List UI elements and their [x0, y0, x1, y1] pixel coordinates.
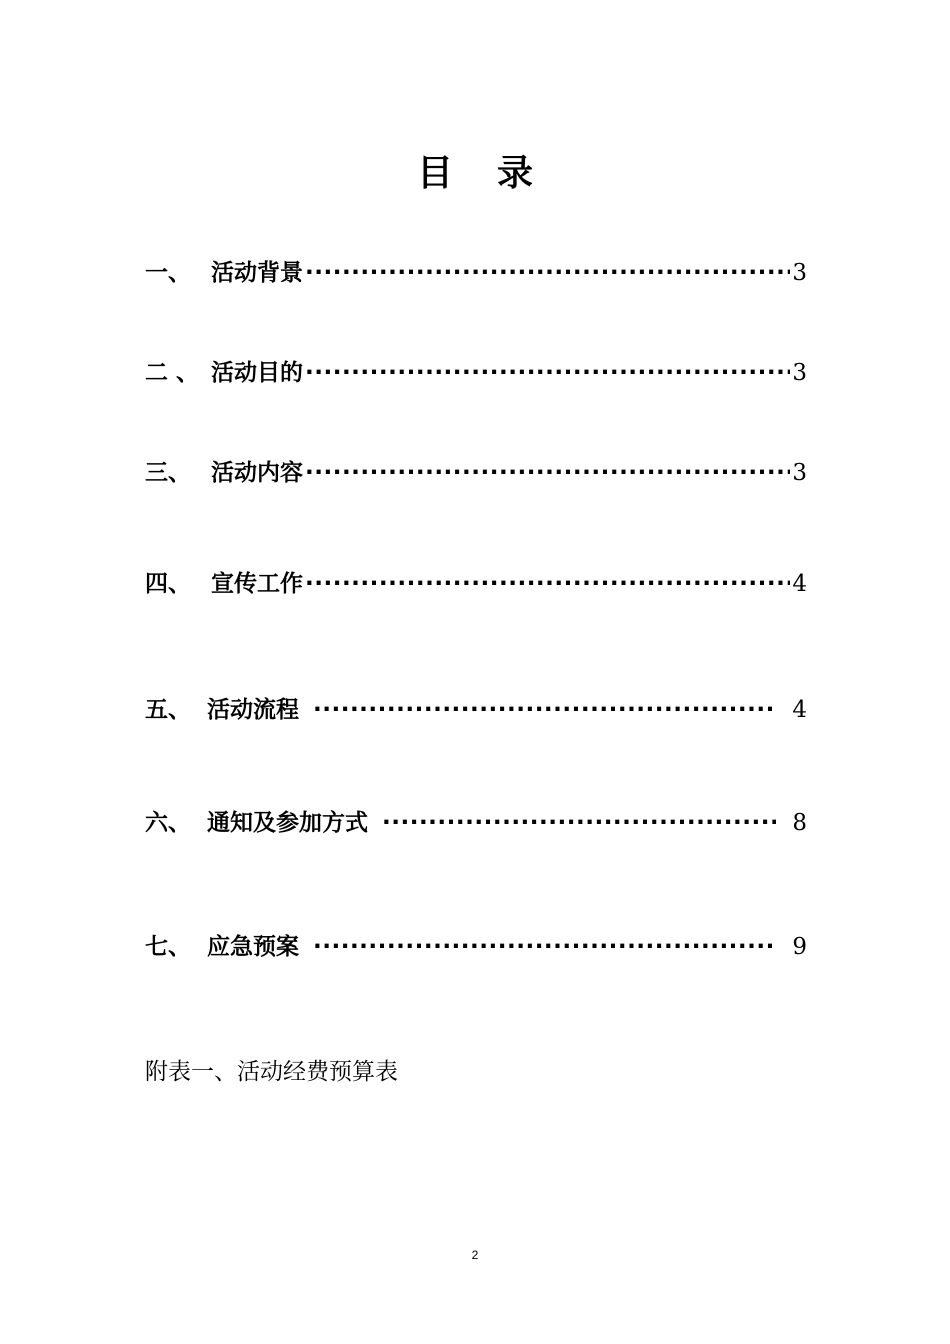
toc-entry-label: 宣传工作 — [211, 571, 303, 597]
toc-dot-leader — [313, 693, 776, 727]
toc-entry-number: 三、 — [145, 460, 191, 486]
toc-entry-label: 应急预案 — [207, 934, 299, 960]
toc-entry-page: 9 — [792, 934, 807, 960]
toc-entry-page: 3 — [792, 460, 807, 486]
toc-entry-page: 3 — [792, 260, 807, 286]
toc-entry-label: 活动目的 — [211, 360, 303, 386]
toc-entry-number: 一、 — [145, 260, 191, 286]
toc-entry[interactable] — [145, 693, 807, 727]
toc-dot-leader — [313, 930, 776, 964]
page-title: 目录 — [416, 153, 577, 194]
page-number: 2 — [471, 1248, 479, 1262]
toc-entry-number: 七、 — [145, 934, 191, 960]
toc-dot-leader — [305, 456, 790, 490]
toc-entry-number: 六、 — [145, 810, 191, 836]
toc-entry-page: 3 — [792, 360, 807, 386]
toc-entry-number: 二 、 — [145, 360, 200, 386]
toc-entry-label: 活动流程 — [207, 697, 299, 723]
toc-entry[interactable] — [145, 567, 807, 601]
toc-entry[interactable] — [145, 930, 807, 964]
toc-entry-page: 4 — [792, 697, 807, 723]
toc-dot-leader — [305, 356, 790, 390]
toc-entry-page: 4 — [792, 571, 807, 597]
toc-entry-page: 8 — [792, 810, 807, 836]
toc-entry-label: 活动内容 — [211, 460, 303, 486]
toc-entry[interactable] — [145, 356, 807, 390]
toc-dot-leader — [305, 567, 790, 601]
toc-dot-leader — [305, 256, 790, 290]
toc-entry-number: 四、 — [145, 571, 191, 597]
toc-entry-label: 活动背景 — [211, 260, 303, 286]
appendix-entry[interactable]: 附表一、活动经费预算表 — [145, 1059, 398, 1085]
toc-entry[interactable] — [145, 256, 807, 290]
toc-dot-leader — [382, 806, 776, 840]
toc-entry-label: 通知及参加方式 — [207, 810, 368, 836]
toc-entry[interactable] — [145, 806, 807, 840]
toc-entry-number: 五、 — [145, 697, 191, 723]
toc-entry[interactable] — [145, 456, 807, 490]
